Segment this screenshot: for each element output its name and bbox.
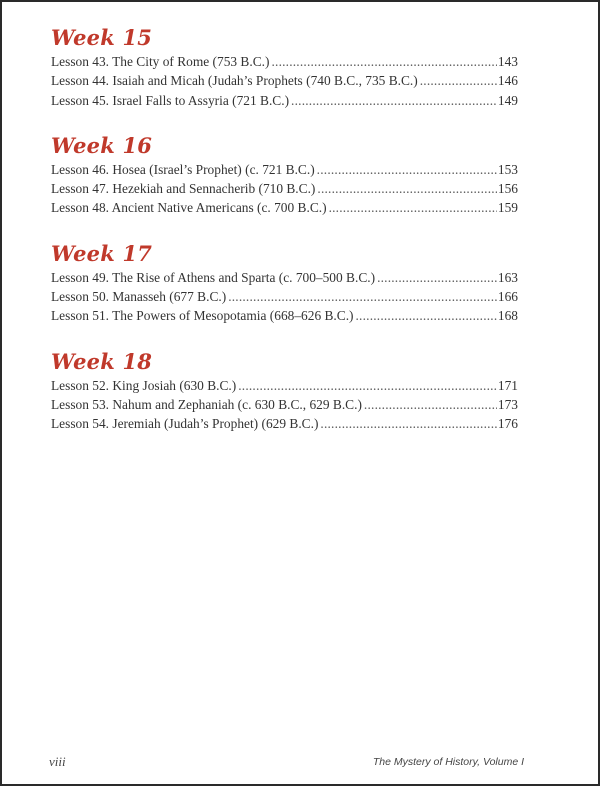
toc-entry[interactable]	[51, 376, 518, 395]
page-number: 159	[497, 200, 518, 216]
dot-leader	[317, 160, 497, 179]
lesson-title: Lesson 47. Hezekiah and Sennacherib (710 B.C.)	[51, 181, 316, 197]
toc-entry[interactable]	[51, 71, 518, 90]
page-number: 153	[497, 161, 518, 177]
lesson-title: Lesson 49. The Rise of Athens and Sparta (c. 700–500 B.C.)	[51, 269, 376, 285]
week-heading: Week 17	[51, 240, 153, 266]
dot-leader	[317, 179, 497, 198]
dot-leader	[377, 268, 497, 287]
lesson-title: Lesson 54. Jeremiah (Judah’s Prophet) (629 B.C.)	[51, 416, 319, 432]
dot-leader	[291, 91, 497, 110]
page-number: 163	[497, 269, 518, 285]
page-number: 156	[497, 181, 518, 197]
page-number: 166	[497, 289, 518, 305]
toc-entry[interactable]	[51, 179, 518, 198]
week-section-16	[51, 132, 518, 218]
lesson-title: Lesson 51. The Powers of Mesopotamia (668–626 B.C.)	[51, 308, 354, 324]
lesson-title: Lesson 48. Ancient Native Americans (c. 700 B.C.)	[51, 200, 327, 216]
dot-leader	[238, 376, 497, 395]
toc-entry[interactable]	[51, 306, 518, 325]
toc-entry[interactable]	[51, 198, 518, 217]
toc-entry[interactable]	[51, 91, 518, 110]
dot-leader	[420, 71, 497, 90]
lesson-title: Lesson 52. King Josiah (630 B.C.)	[51, 377, 237, 393]
toc-entry[interactable]	[51, 395, 518, 414]
dot-leader	[364, 395, 497, 414]
footer-page-number: viii	[49, 754, 66, 769]
dot-leader	[228, 287, 497, 306]
lesson-title: Lesson 45. Israel Falls to Assyria (721 B.C.)	[51, 92, 290, 108]
week-section-15	[51, 24, 518, 110]
table-of-contents	[51, 24, 518, 456]
page-number: 146	[497, 73, 518, 89]
toc-entry[interactable]	[51, 160, 518, 179]
lesson-title: Lesson 44. Isaiah and Micah (Judah’s Prophets (740 B.C., 735 B.C.)	[51, 73, 418, 89]
toc-entry[interactable]	[51, 268, 518, 287]
toc-entry[interactable]	[51, 414, 518, 433]
week-section-17	[51, 240, 518, 326]
lesson-title: Lesson 46. Hosea (Israel’s Prophet) (c. 721 B.C.)	[51, 161, 315, 177]
page-number: 149	[497, 92, 518, 108]
week-section-18	[51, 348, 518, 434]
dot-leader	[320, 414, 497, 433]
page-number: 173	[497, 396, 518, 412]
page-number: 171	[497, 377, 518, 393]
lesson-title: Lesson 53. Nahum and Zephaniah (c. 630 B.C., 629 B.C.)	[51, 396, 362, 412]
dot-leader	[329, 198, 497, 217]
week-heading: Week 15	[51, 25, 153, 50]
dot-leader	[271, 52, 496, 71]
week-heading: Week 16	[51, 132, 153, 158]
toc-entry[interactable]	[51, 52, 518, 71]
footer-book-title: The Mystery of History, Volume I	[372, 756, 524, 768]
lesson-title: Lesson 43. The City of Rome (753 B.C.)	[51, 54, 270, 69]
page-number: 168	[497, 308, 518, 324]
toc-entry[interactable]	[51, 287, 518, 306]
lesson-title: Lesson 50. Manasseh (677 B.C.)	[51, 289, 227, 305]
week-heading: Week 18	[51, 348, 153, 374]
page-number: 143	[497, 54, 518, 69]
dot-leader	[356, 306, 497, 325]
page-number: 176	[497, 416, 518, 432]
